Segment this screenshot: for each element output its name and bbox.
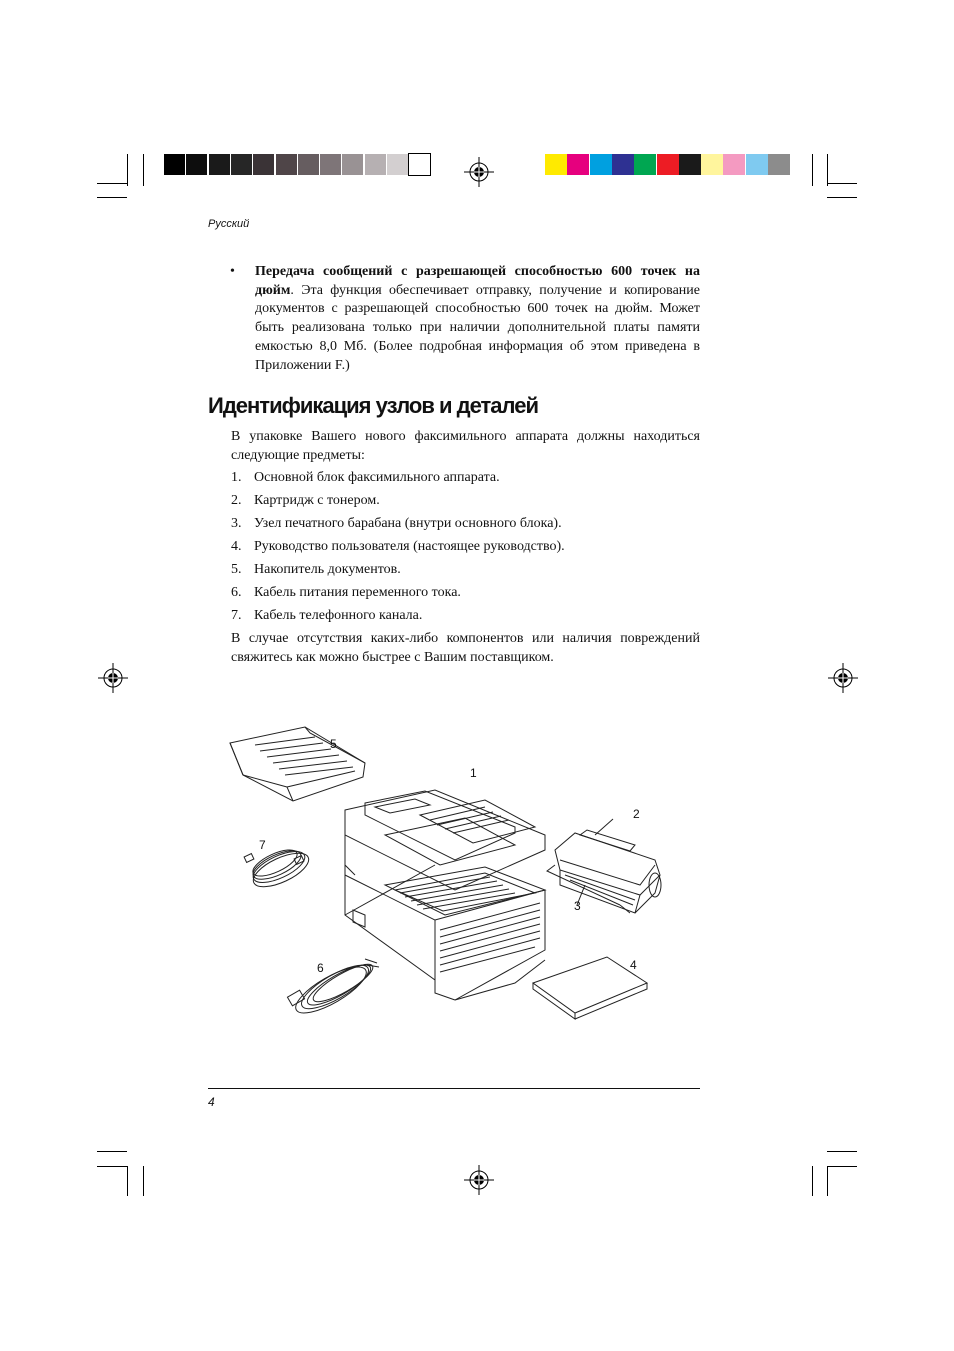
section-title: Идентификация узлов и деталей	[208, 393, 538, 418]
color-swatch	[634, 154, 656, 175]
fax-main-unit-drawing	[345, 790, 545, 1000]
color-swatch	[768, 154, 790, 175]
figure-label-4: 4	[630, 958, 637, 972]
list-item	[231, 584, 461, 602]
feature-bullet	[230, 263, 700, 375]
bullet-bold-lead: Передача сообщений с разрешающей способностью 600 точек на дюйм	[255, 264, 700, 298]
bullet-body: . Эта функция обеспечивает отправку, получение и копирование документов с разрешающей способностью 600 точек на дюйм. Может быть реализована только при наличии дополнительной платы памяти емкостью 8,0 Мб. (Более подробная информация об этом приведена в Приложении F.)	[255, 282, 700, 373]
list-item	[231, 515, 562, 533]
list-item-number: 4.	[231, 539, 242, 554]
phone-cable-drawing	[244, 845, 313, 894]
list-item	[231, 538, 565, 556]
color-swatch	[567, 154, 589, 175]
section-outro: В случае отсутствия каких-либо компонентов или наличия повреждений свяжитесь как можно быстрее с Вашим поставщиком.	[231, 631, 700, 665]
gray-swatch	[320, 154, 341, 175]
registration-target-icon	[828, 663, 858, 693]
gray-swatch	[253, 154, 274, 175]
section-intro: В упаковке Вашего нового факсимильного аппарата должны находиться следующие предметы:	[231, 429, 700, 463]
list-item-number: 7.	[231, 608, 242, 623]
gray-swatch	[209, 154, 230, 175]
list-item-text: Накопитель документов.	[254, 562, 401, 577]
list-item-number: 1.	[231, 470, 242, 485]
bullet-marker: •	[230, 264, 235, 279]
list-item-text: Картридж с тонером.	[254, 493, 380, 508]
list-item-text: Основной блок факсимильного аппарата.	[254, 470, 500, 485]
color-swatch	[590, 154, 612, 175]
page-number: 4	[208, 1095, 215, 1109]
registration-target-icon	[98, 663, 128, 693]
color-swatch	[679, 154, 701, 175]
running-header-language: Русский	[208, 218, 250, 230]
list-item-text: Руководство пользователя (настоящее руководство).	[254, 539, 565, 554]
power-cable-drawing	[287, 958, 379, 1022]
toner-cartridge-drawing	[547, 830, 661, 913]
color-swatch	[701, 154, 723, 175]
list-item	[231, 492, 380, 510]
registration-target-icon	[464, 1165, 494, 1195]
list-item-number: 6.	[231, 585, 242, 600]
gray-swatch	[186, 154, 207, 175]
package-contents-illustration	[215, 715, 685, 1035]
color-swatch	[723, 154, 745, 175]
color-swatch	[746, 154, 768, 175]
footer-rule	[208, 1088, 700, 1089]
document-tray-drawing	[230, 727, 365, 801]
gray-swatch	[231, 154, 252, 175]
color-swatch	[545, 154, 567, 175]
figure-label-5: 5	[330, 737, 337, 751]
list-item-number: 5.	[231, 562, 242, 577]
figure-label-1: 1	[470, 766, 477, 780]
figure-label-7: 7	[259, 838, 266, 852]
gray-swatch	[276, 154, 297, 175]
list-item-text: Узел печатного барабана (внутри основного блока).	[254, 516, 562, 531]
color-swatch	[657, 154, 679, 175]
figure-label-2: 2	[633, 807, 640, 821]
list-item-number: 2.	[231, 493, 242, 508]
gray-swatch	[298, 154, 319, 175]
list-item-number: 3.	[231, 516, 242, 531]
gray-swatch	[387, 154, 408, 175]
gray-swatch	[409, 154, 430, 175]
list-item-text: Кабель питания переменного тока.	[254, 585, 461, 600]
figure-label-6: 6	[317, 961, 324, 975]
list-item	[231, 607, 422, 625]
gray-swatch	[164, 154, 185, 175]
list-item	[231, 469, 500, 487]
gray-swatch	[365, 154, 386, 175]
registration-target-icon	[464, 157, 494, 187]
list-item-text: Кабель телефонного канала.	[254, 608, 423, 623]
gray-swatch	[342, 154, 363, 175]
figure-label-3: 3	[574, 899, 581, 913]
color-swatch	[612, 154, 634, 175]
list-item	[231, 561, 401, 579]
